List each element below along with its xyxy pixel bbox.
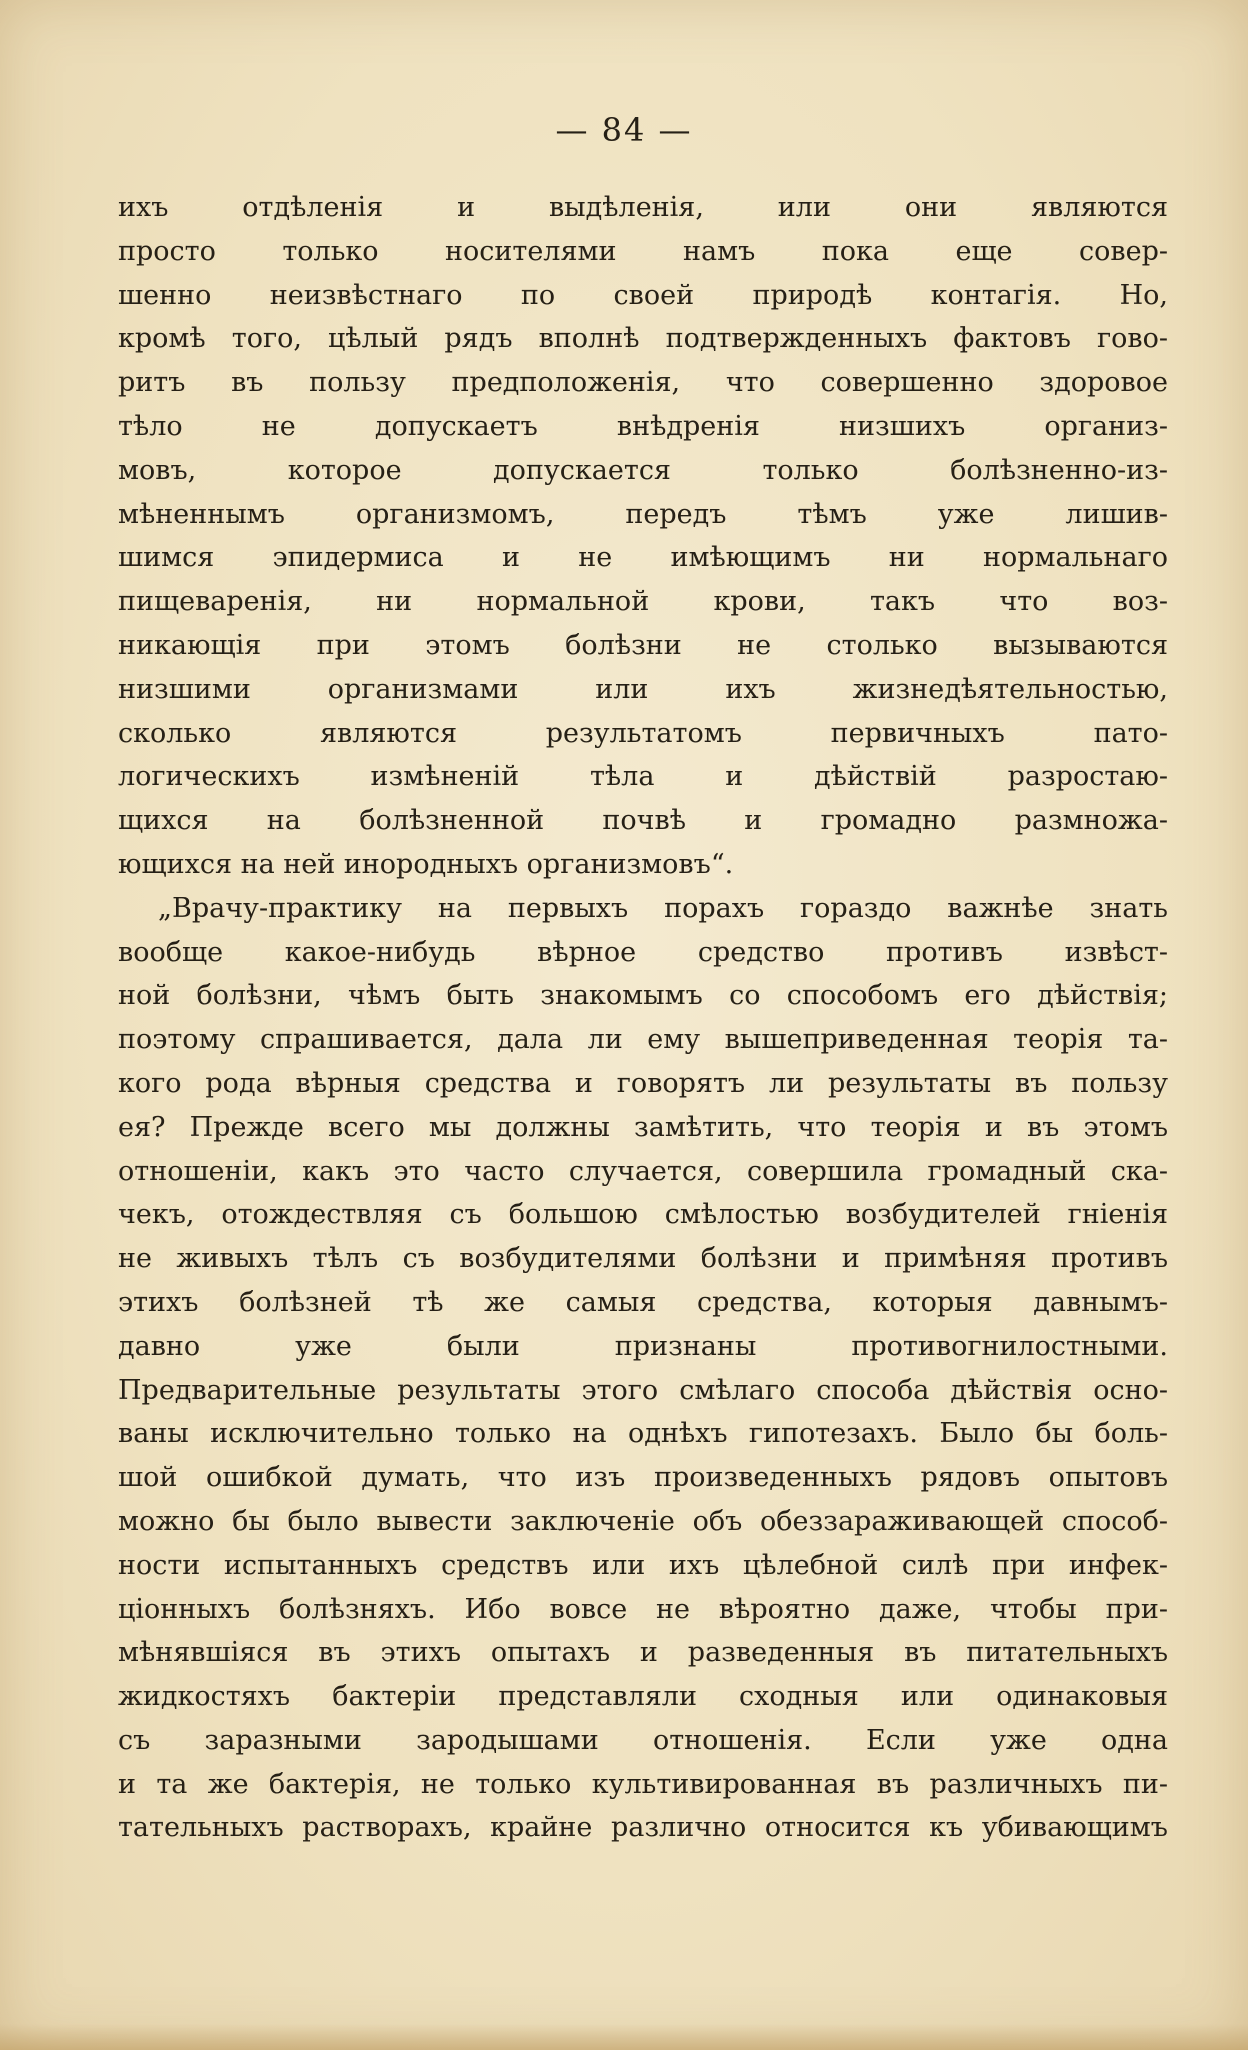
text-line: отношеніи, какъ это часто случается, совершила громадный ска- — [118, 1155, 1168, 1187]
text-line: тѣло не допускаетъ внѣдренія низшихъ организ- — [118, 410, 1168, 442]
text-line: этихъ болѣзней тѣ же самыя средства, которыя давнымъ- — [118, 1286, 1168, 1318]
text-line: логическихъ измѣненій тѣла и дѣйствій разростаю- — [118, 761, 1168, 793]
text-line: тательныхъ растворахъ, крайне различно относится къ убивающимъ — [118, 1812, 1168, 1844]
text-line: ея? Прежде всего мы должны замѣтить, что теорія и въ этомъ — [118, 1111, 1168, 1143]
text-line: щихся на болѣзненной почвѣ и громадно размножа- — [118, 805, 1168, 837]
text-line: ціонныхъ болѣзняхъ. Ибо вовсе не вѣроятно даже, чтобы при- — [118, 1593, 1168, 1625]
text-line: можно бы было вывести заключеніе объ обеззараживающей способ- — [118, 1505, 1168, 1537]
text-line: „Врачу-практику на первыхъ порахъ гораздо важнѣе знать — [158, 892, 1168, 924]
text-line: и та же бактерія, не только культивированная въ различныхъ пи- — [118, 1768, 1168, 1800]
text-line: Предварительные результаты этого смѣлаго способа дѣйствія осно- — [118, 1374, 1168, 1406]
text-line: шимся эпидермиса и не имѣющимъ ни нормальнаго — [118, 542, 1168, 574]
text-line: ющихся на ней инородныхъ организмовъ“. — [118, 848, 734, 880]
text-line: ваны исключительно только на однѣхъ гипотезахъ. Было бы боль- — [118, 1418, 1168, 1450]
text-line: кого рода вѣрныя средства и говорятъ ли результаты въ пользу — [118, 1067, 1168, 1099]
text-line: мѣнявшіяся въ этихъ опытахъ и разведенныя въ питательныхъ — [118, 1637, 1168, 1669]
text-line: шенно неизвѣстнаго по своей природѣ контагія. Но, — [118, 279, 1168, 311]
text-line: ихъ отдѣленія и выдѣленія, или они являются — [118, 192, 1168, 223]
page-edge — [0, 2024, 1248, 2050]
text-line: пищеваренія, ни нормальной крови, такъ что воз- — [118, 586, 1168, 618]
text-line: поэтому спрашивается, дала ли ему вышеприведенная теорія та- — [118, 1024, 1168, 1056]
text-line: чекъ, отождествляя съ большою смѣлостью возбудителей гніенія — [118, 1199, 1168, 1231]
text-line: низшими организмами или ихъ жизнедѣятельностью, — [118, 673, 1168, 705]
text-line: сколько являются результатомъ первичныхъ пато- — [118, 717, 1168, 749]
text-line: шой ошибкой думать, что изъ произведенныхъ рядовъ опытовъ — [118, 1462, 1168, 1494]
text-line: мѣненнымъ организмомъ, передъ тѣмъ уже лишив- — [118, 498, 1168, 530]
text-line: просто только носителями намъ пока еще совер- — [118, 235, 1168, 267]
text-line: мовъ, которое допускается только болѣзненно-из- — [118, 454, 1168, 486]
body-text — [118, 186, 1168, 1850]
text-line: ритъ въ пользу предположенія, что совершенно здоровое — [118, 367, 1168, 399]
text-line: съ заразными зародышами отношенія. Если уже одна — [118, 1724, 1168, 1756]
text-line: не живыхъ тѣлъ съ возбудителями болѣзни и примѣняя противъ — [118, 1243, 1168, 1275]
text-line: кромѣ того, цѣлый рядъ вполнѣ подтвержденныхъ фактовъ гово- — [118, 323, 1168, 355]
text-line: ности испытанныхъ средствъ или ихъ цѣлебной силѣ при инфек- — [118, 1549, 1168, 1581]
text-line: вообще какое-нибудь вѣрное средство противъ извѣст- — [118, 936, 1168, 968]
text-line: ной болѣзни, чѣмъ быть знакомымъ со способомъ его дѣйствія; — [118, 980, 1168, 1012]
page-number: — 84 — — [555, 111, 693, 149]
text-line: жидкостяхъ бактеріи представляли сходныя или одинаковыя — [118, 1681, 1168, 1713]
text-line: давно уже были признаны противогнилостными. — [118, 1330, 1168, 1362]
text-line: никающія при этомъ болѣзни не столько вызываются — [118, 629, 1168, 661]
